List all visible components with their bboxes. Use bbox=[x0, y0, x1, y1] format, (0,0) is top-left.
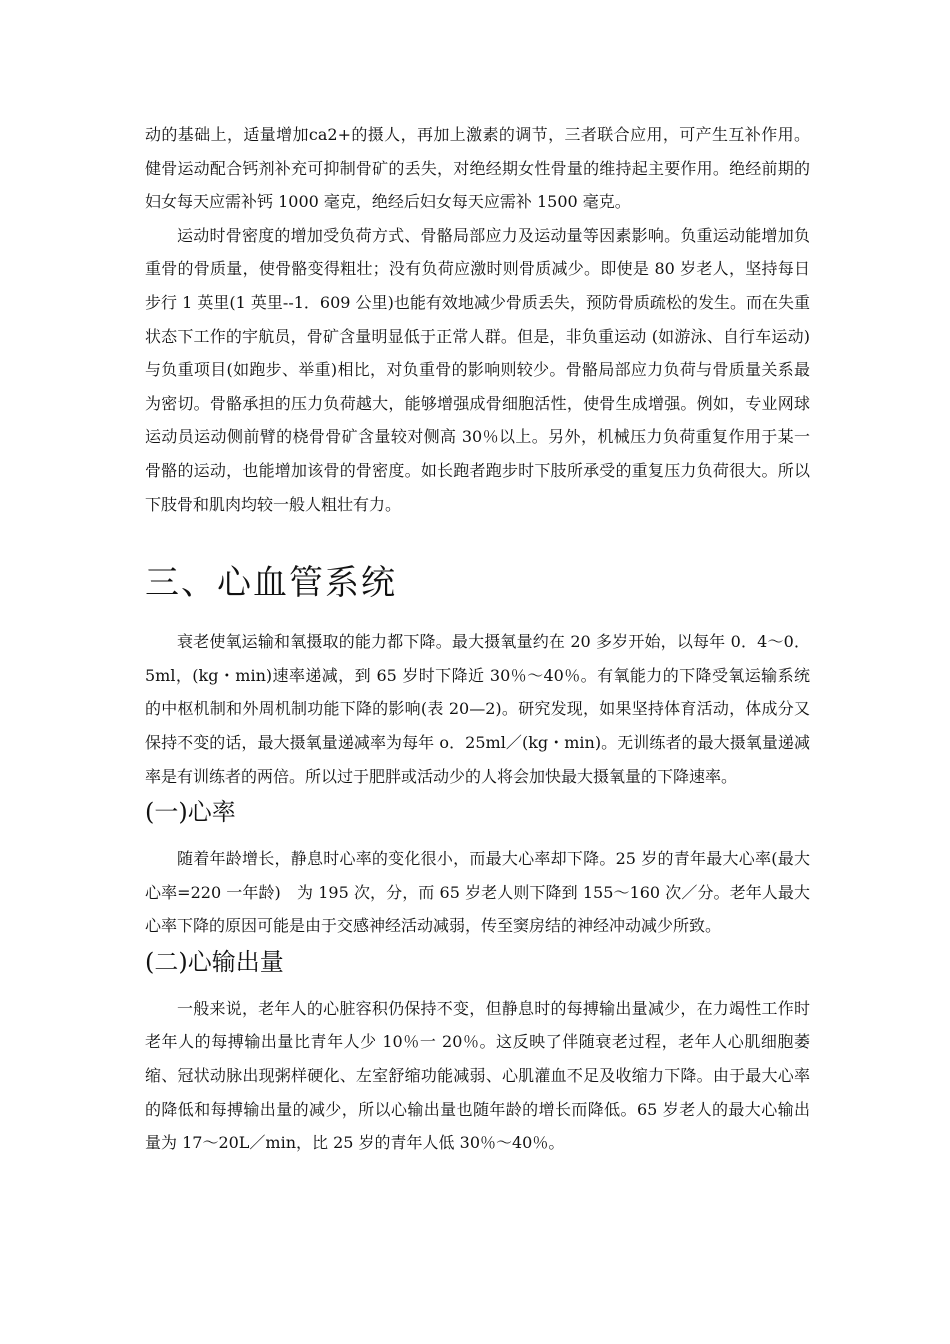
paragraph-heart-rate: 随着年龄增长，静息时心率的变化很小，而最大心率却下降。25 岁的青年最大心率(最大心率=220 一年龄) 为 195 次，分，而 65 岁老人则下降到 155～160 次／分。老年人最大心率下降的原因可能是由于交感神经活动减弱，传至窦房结的神经冲动减少所致。 bbox=[145, 849, 810, 936]
paragraph-bone-density: 运动时骨密度的增加受负荷方式、骨骼局部应力及运动量等因素影响。负重运动能增加负重骨的骨质量，使骨骼变得粗壮；没有负荷应激时则骨质减少。即使是 80 岁老人，坚持每日步行 1 英里(1 英里--1．609 公里)也能有效地减少骨质丢失，预防骨质疏松的发生。而在失重状态下工作的宇航员，骨矿含量明显低于正常人群。但是，非负重运动 (如游泳、自行车运动)与负重项目(如跑步、举重)相比，对负重骨的影响则较少。骨骼局部应力负荷与骨质量关系最为密切。骨骼承担的压力负荷越大，能够增强成骨细胞活性，使骨生成增强。例如，专业网球运动员运动侧前臂的桡骨骨矿含量较对侧高 30％以上。另外，机械压力负荷重复作用于某一骨骼的运动，也能增加该骨的骨密度。如长跑者跑步时下肢所承受的重复压力负荷很大。所以下肢骨和肌肉均较一般人粗壮有力。 bbox=[145, 225, 810, 514]
subsection-title-heart-rate: (一)心率 bbox=[145, 798, 236, 827]
section-title-cardiovascular: 三、心血管系统 bbox=[145, 563, 397, 604]
paragraph-oxygen-uptake: 衰老使氧运输和氧摄取的能力都下降。最大摄氧量约在 20 多岁开始，以每年 0．4～0．5ml，(kg・min)速率递减，到 65 岁时下降近 30％～40％。有氧能力的下降受氧运输系统的中枢机制和外周机制功能下降的影响(表 20—2)。研究发现，如果坚持体育活动，体成分又保持不变的话，最大摄氧量递减率为每年 o．25ml／(kg・min)。无训练者的最大摄氧量递减率是有训练者的两倍。所以过于肥胖或活动少的人将会加快最大摄氧量的下降速率。 bbox=[145, 632, 810, 786]
paragraph-calcium: 动的基础上，适量增加ca2+的摄人，再加上激素的调节，三者联合应用，可产生互补作用。健骨运动配合钙剂补充可抑制骨矿的丢失，对绝经期女性骨量的维持起主要作用。绝经前期的妇女每天应需补钙 1000 毫克，绝经后妇女每天应需补 1500 毫克。 bbox=[145, 125, 810, 212]
document-page bbox=[145, 118, 810, 1160]
paragraph-cardiac-output: 一般来说，老年人的心脏容积仍保持不变，但静息时的每搏输出量减少，在力竭性工作时老年人的每搏输出量比青年人少 10％一 20％。这反映了伴随衰老过程，老年人心肌细胞萎缩、冠状动脉出现粥样硬化、左室舒缩功能减弱、心肌灌血不足及收缩力下降。由于最大心率的降低和每搏输出量的减少，所以心输出量也随年龄的增长而降低。65 岁老人的最大心输出量为 17～20L／min，比 25 岁的青年人低 30％～40％。 bbox=[145, 998, 810, 1153]
subsection-title-cardiac-output: (二)心输出量 bbox=[145, 947, 284, 976]
